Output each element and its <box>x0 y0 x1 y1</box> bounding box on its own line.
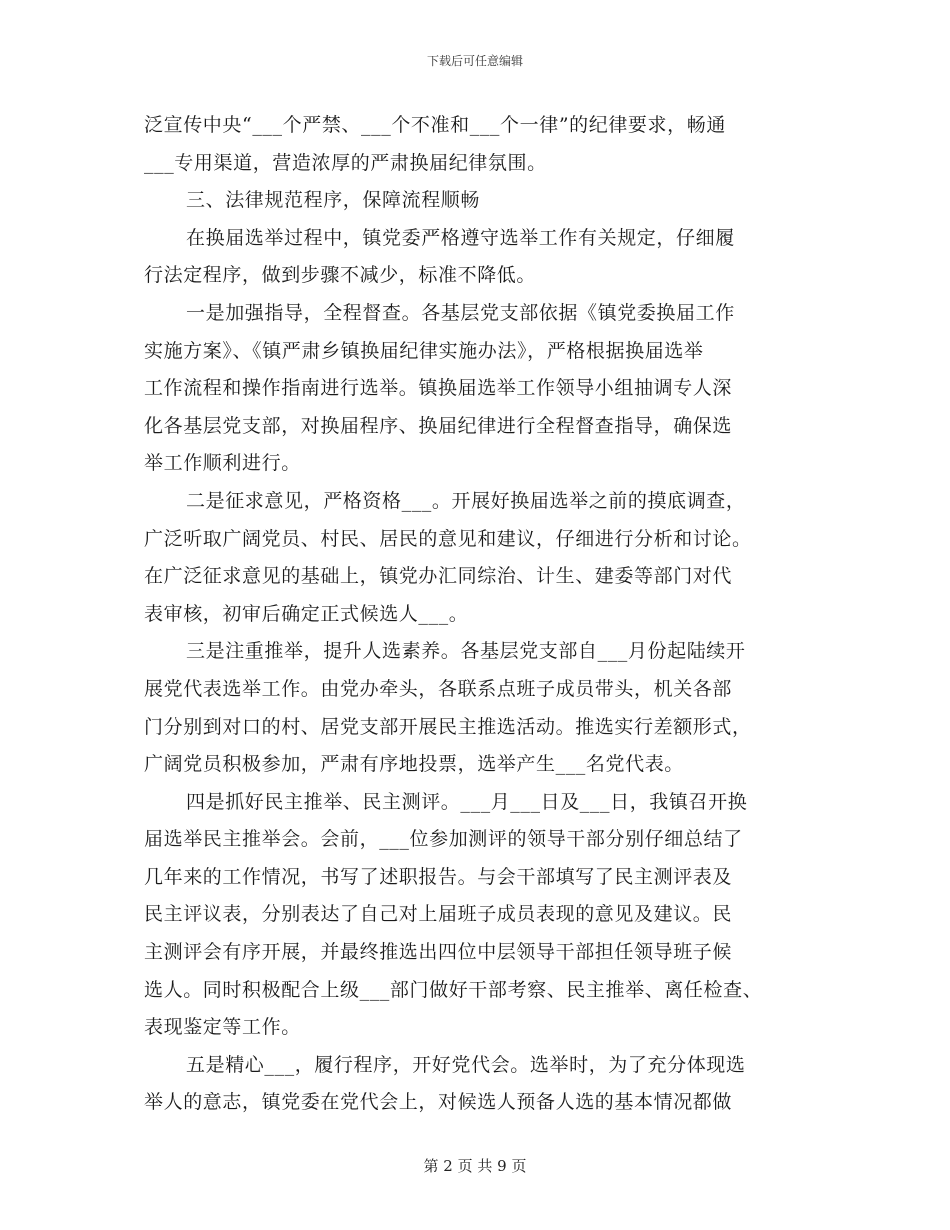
body-line: 表审核，初审后确定正式候选人___。 <box>144 602 469 625</box>
body-line: 届选举民主推举会。会前，___位参加测评的领导干部分别仔细总结了 <box>144 828 743 851</box>
page-header: 下载后可任意编辑 <box>426 54 523 68</box>
body-line: 三是注重推举，提升人选素养。各基层党支部自___月份起陆续开 <box>186 640 746 663</box>
body-line: 广阔党员积极参加，严肃有序地投票，选举产生___名党代表。 <box>144 753 684 776</box>
body-line: 一是加强指导，全程督查。各基层党支部依据《镇党委换届工作 <box>186 301 735 324</box>
body-line: 五是精心___，履行程序，开好党代会。选举时，为了充分体现选 <box>186 1053 746 1076</box>
body-line: 四是抓好民主推举、民主测评。___月___日及___日，我镇召开换 <box>186 790 748 813</box>
body-line: ___专用渠道，营造浓厚的严肃换届纪律氛围。 <box>144 151 547 174</box>
body-line: 展党代表选举工作。由党办牵头，各联系点班子成员带头，机关各部 <box>144 677 733 700</box>
body-line: 化各基层党支部，对换届程序、换届纪律进行全程督查指导，确保选 <box>144 414 733 437</box>
body-line: 二是征求意见，严格资格___。开展好换届选举之前的摸底调查， <box>186 489 746 512</box>
body-line: 门分别到对口的村、居党支部开展民主推选活动。推选实行差额形式， <box>144 715 752 738</box>
body-line: 民主评议表，分别表达了自己对上届班子成员表现的意见及建议。民 <box>144 903 733 926</box>
body-line: 实施方案》、《镇严肃乡镇换届纪律实施办法》，严格根据换届选举 <box>144 339 704 362</box>
page-number: 第 2 页 共 9 页 <box>423 1157 527 1175</box>
body-line: 举工作顺利进行。 <box>144 452 301 475</box>
body-line: 在广泛征求意见的基础上，镇党办汇同综治、计生、建委等部门对代 <box>144 565 733 588</box>
body-line: 行法定程序，做到步骤不减少，标准不降低。 <box>144 264 537 287</box>
document-body <box>144 107 824 1122</box>
body-line: 泛宣传中央“___个严禁、___个不准和___个一律”的纪律要求，畅通 <box>144 114 726 136</box>
body-line: 主测评会有序开展，并最终推选出四位中层领导干部担任领导班子候 <box>144 941 733 964</box>
body-line: 表现鉴定等工作。 <box>144 1016 301 1039</box>
body-line: 选人。同时积极配合上级___部门做好干部考察、民主推举、离任检查、 <box>144 978 763 1001</box>
body-line: 三、法律规范程序，保障流程顺畅 <box>186 189 481 212</box>
body-line: 在换届选举过程中，镇党委严格遵守选举工作有关规定，仔细履 <box>186 226 735 249</box>
body-line: 几年来的工作情况，书写了述职报告。与会干部填写了民主测评表及 <box>144 865 733 888</box>
body-line: 举人的意志，镇党委在党代会上，对候选人预备人选的基本情况都做 <box>144 1091 733 1114</box>
body-line: 广泛听取广阔党员、村民、居民的意见和建议，仔细进行分析和讨论。 <box>144 527 752 550</box>
body-line: 工作流程和操作指南进行选举。镇换届选举工作领导小组抽调专人深 <box>144 377 733 400</box>
